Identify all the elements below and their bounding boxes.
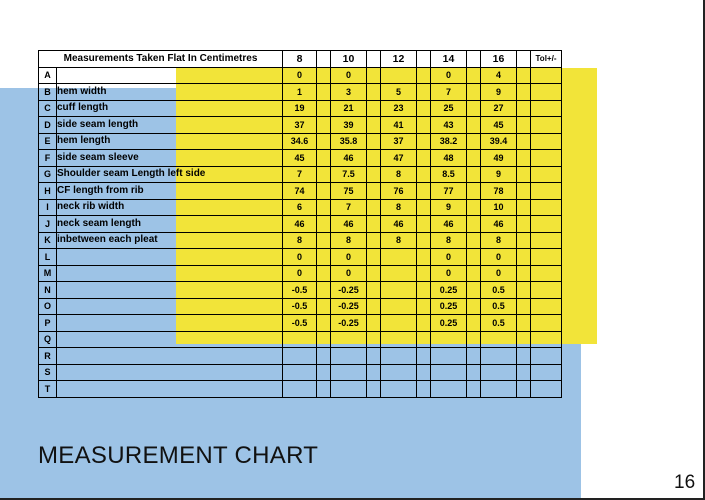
table-row xyxy=(39,298,562,315)
spacer-cell xyxy=(417,265,431,282)
size-value-cell xyxy=(331,348,367,365)
row-letter: A xyxy=(39,67,57,84)
size-value-cell xyxy=(431,331,467,348)
table-row xyxy=(39,348,562,365)
tolerance-cell xyxy=(531,381,562,398)
row-letter: L xyxy=(39,249,57,266)
size-value-cell: 0 xyxy=(431,265,467,282)
spacer-cell xyxy=(517,364,531,381)
table-row xyxy=(39,331,562,348)
tolerance-cell xyxy=(531,232,562,249)
spacer-cell xyxy=(517,232,531,249)
table-row xyxy=(39,315,562,332)
tolerance-cell xyxy=(531,199,562,216)
size-value-cell: 0 xyxy=(283,249,317,266)
spacer-cell xyxy=(417,199,431,216)
size-value-cell: -0.5 xyxy=(283,298,317,315)
size-value-cell: 0 xyxy=(431,67,467,84)
row-description xyxy=(57,381,283,398)
tolerance-cell xyxy=(531,84,562,101)
size-value-cell: 7.5 xyxy=(331,166,367,183)
row-letter: T xyxy=(39,381,57,398)
spacer-cell xyxy=(367,249,381,266)
spacer-cell xyxy=(317,67,331,84)
size-value-cell: -0.25 xyxy=(331,315,367,332)
row-description xyxy=(57,348,283,365)
tolerance-cell xyxy=(531,364,562,381)
size-value-cell: 47 xyxy=(381,150,417,167)
spacer-cell xyxy=(367,348,381,365)
tolerance-cell xyxy=(531,117,562,134)
size-value-cell: 43 xyxy=(431,117,467,134)
spacer-cell xyxy=(367,67,381,84)
spacer-cell xyxy=(367,265,381,282)
spacer-cell xyxy=(517,166,531,183)
size-value-cell xyxy=(381,282,417,299)
size-value-cell: -0.5 xyxy=(283,315,317,332)
size-value-cell: 39.4 xyxy=(481,133,517,150)
spacer-cell xyxy=(317,364,331,381)
table-row xyxy=(39,150,562,167)
size-value-cell: 0.5 xyxy=(481,282,517,299)
row-letter: F xyxy=(39,150,57,167)
spacer-cell xyxy=(417,298,431,315)
spacer-cell xyxy=(467,348,481,365)
spacer-cell xyxy=(467,133,481,150)
spacer-cell xyxy=(317,133,331,150)
spacer-cell xyxy=(367,381,381,398)
size-value-cell xyxy=(381,67,417,84)
row-letter: N xyxy=(39,282,57,299)
table-row xyxy=(39,117,562,134)
spacer-cell xyxy=(517,67,531,84)
size-value-cell xyxy=(283,381,317,398)
size-value-cell: 78 xyxy=(481,183,517,200)
row-letter: M xyxy=(39,265,57,282)
spacer-cell xyxy=(367,84,381,101)
spacer-cell xyxy=(417,183,431,200)
size-value-cell: 0.25 xyxy=(431,298,467,315)
spacer-cell xyxy=(467,265,481,282)
size-value-cell xyxy=(331,331,367,348)
spacer-cell xyxy=(417,381,431,398)
size-value-cell xyxy=(381,381,417,398)
size-value-cell: 0 xyxy=(331,249,367,266)
table-header-row xyxy=(39,51,562,68)
spacer-cell xyxy=(317,183,331,200)
size-value-cell: 4 xyxy=(481,67,517,84)
tolerance-cell xyxy=(531,216,562,233)
spacer-cell xyxy=(367,133,381,150)
table-row xyxy=(39,232,562,249)
row-description xyxy=(57,249,283,266)
spacer-cell xyxy=(467,331,481,348)
spacer-cell xyxy=(517,150,531,167)
size-value-cell xyxy=(381,249,417,266)
row-description: neck seam length xyxy=(57,216,283,233)
spacer-cell xyxy=(417,150,431,167)
spacer-cell xyxy=(417,216,431,233)
tolerance-cell xyxy=(531,133,562,150)
size-value-cell xyxy=(381,331,417,348)
row-description: cuff length xyxy=(57,100,283,117)
size-value-cell: 8 xyxy=(331,232,367,249)
size-value-cell: 0.25 xyxy=(431,282,467,299)
row-description: CF length from rib xyxy=(57,183,283,200)
row-letter: J xyxy=(39,216,57,233)
spacer-cell xyxy=(517,199,531,216)
spacer-header xyxy=(317,51,331,68)
row-letter: O xyxy=(39,298,57,315)
size-value-cell: 46 xyxy=(431,216,467,233)
size-value-cell: 19 xyxy=(283,100,317,117)
spacer-cell xyxy=(367,117,381,134)
table-row xyxy=(39,265,562,282)
spacer-header xyxy=(517,51,531,68)
size-value-cell xyxy=(481,348,517,365)
measurement-table xyxy=(38,50,562,398)
table-row xyxy=(39,381,562,398)
table-row xyxy=(39,67,562,84)
row-letter: Q xyxy=(39,331,57,348)
size-value-cell: 76 xyxy=(381,183,417,200)
tolerance-cell xyxy=(531,315,562,332)
tolerance-cell xyxy=(531,331,562,348)
table-row xyxy=(39,133,562,150)
table-row xyxy=(39,183,562,200)
tolerance-cell xyxy=(531,100,562,117)
spacer-cell xyxy=(467,150,481,167)
row-letter: S xyxy=(39,364,57,381)
table-row xyxy=(39,282,562,299)
row-description xyxy=(57,67,283,84)
spacer-cell xyxy=(417,166,431,183)
spacer-cell xyxy=(517,84,531,101)
size-value-cell: 41 xyxy=(381,117,417,134)
size-value-cell xyxy=(481,331,517,348)
spacer-cell xyxy=(417,232,431,249)
size-value-cell: 37 xyxy=(283,117,317,134)
tolerance-cell xyxy=(531,265,562,282)
size-value-cell: 0 xyxy=(431,249,467,266)
row-letter: R xyxy=(39,348,57,365)
row-letter: B xyxy=(39,84,57,101)
spacer-cell xyxy=(467,199,481,216)
spacer-cell xyxy=(317,249,331,266)
size-value-cell: 74 xyxy=(283,183,317,200)
spacer-cell xyxy=(417,364,431,381)
size-header-12: 12 xyxy=(381,51,417,68)
spacer-cell xyxy=(367,331,381,348)
spacer-cell xyxy=(317,381,331,398)
spacer-cell xyxy=(317,298,331,315)
tolerance-cell xyxy=(531,166,562,183)
row-letter: K xyxy=(39,232,57,249)
size-value-cell: 37 xyxy=(381,133,417,150)
page-number: 16 xyxy=(674,472,696,493)
size-value-cell: 45 xyxy=(481,117,517,134)
spacer-cell xyxy=(317,84,331,101)
size-value-cell: 75 xyxy=(331,183,367,200)
size-value-cell xyxy=(283,364,317,381)
size-value-cell: 0 xyxy=(481,265,517,282)
size-value-cell: 8 xyxy=(481,232,517,249)
spacer-cell xyxy=(517,216,531,233)
spacer-cell xyxy=(417,249,431,266)
size-value-cell: 9 xyxy=(431,199,467,216)
size-value-cell: 8 xyxy=(283,232,317,249)
spacer-cell xyxy=(467,67,481,84)
spacer-cell xyxy=(317,150,331,167)
row-letter: G xyxy=(39,166,57,183)
size-value-cell: 0 xyxy=(481,249,517,266)
spacer-cell xyxy=(317,282,331,299)
spacer-cell xyxy=(317,331,331,348)
row-description: hem width xyxy=(57,84,283,101)
spacer-cell xyxy=(517,381,531,398)
row-description: side seam sleeve xyxy=(57,150,283,167)
tolerance-header: Tol+/- xyxy=(531,51,562,68)
row-letter: P xyxy=(39,315,57,332)
tolerance-cell xyxy=(531,183,562,200)
spacer-cell xyxy=(417,282,431,299)
size-value-cell: 77 xyxy=(431,183,467,200)
size-value-cell: 38.2 xyxy=(431,133,467,150)
row-description: Shoulder seam Length left side xyxy=(57,166,283,183)
spacer-cell xyxy=(467,100,481,117)
spacer-cell xyxy=(367,216,381,233)
spacer-cell xyxy=(467,216,481,233)
row-description xyxy=(57,298,283,315)
table-row xyxy=(39,364,562,381)
row-description xyxy=(57,331,283,348)
size-value-cell: 8.5 xyxy=(431,166,467,183)
spacer-cell xyxy=(367,364,381,381)
size-header-14: 14 xyxy=(431,51,467,68)
size-value-cell xyxy=(481,364,517,381)
table-row xyxy=(39,100,562,117)
spacer-cell xyxy=(467,117,481,134)
size-value-cell: -0.25 xyxy=(331,282,367,299)
spacer-cell xyxy=(367,232,381,249)
table-body xyxy=(39,67,562,397)
size-value-cell: 23 xyxy=(381,100,417,117)
spacer-cell xyxy=(417,84,431,101)
spacer-cell xyxy=(317,100,331,117)
spacer-cell xyxy=(317,216,331,233)
spacer-cell xyxy=(367,166,381,183)
size-value-cell xyxy=(283,331,317,348)
spacer-cell xyxy=(517,183,531,200)
row-description: side seam length xyxy=(57,117,283,134)
spacer-cell xyxy=(367,150,381,167)
page-title: MEASUREMENT CHART xyxy=(38,442,319,469)
spacer-header xyxy=(417,51,431,68)
spacer-cell xyxy=(367,315,381,332)
size-value-cell: 3 xyxy=(331,84,367,101)
row-letter: C xyxy=(39,100,57,117)
spacer-cell xyxy=(367,298,381,315)
row-letter: H xyxy=(39,183,57,200)
size-value-cell: 46 xyxy=(283,216,317,233)
size-value-cell xyxy=(381,348,417,365)
spacer-cell xyxy=(517,265,531,282)
size-value-cell: 8 xyxy=(381,199,417,216)
size-value-cell: 1 xyxy=(283,84,317,101)
row-description xyxy=(57,282,283,299)
row-description: neck rib width xyxy=(57,199,283,216)
table-row xyxy=(39,249,562,266)
spacer-cell xyxy=(467,232,481,249)
size-value-cell: 39 xyxy=(331,117,367,134)
spacer-cell xyxy=(417,117,431,134)
spacer-cell xyxy=(467,282,481,299)
spacer-cell xyxy=(467,84,481,101)
spacer-cell xyxy=(517,249,531,266)
tolerance-cell xyxy=(531,150,562,167)
size-value-cell: 46 xyxy=(381,216,417,233)
spacer-cell xyxy=(417,348,431,365)
spacer-header xyxy=(367,51,381,68)
size-value-cell: 48 xyxy=(431,150,467,167)
size-value-cell: 7 xyxy=(283,166,317,183)
spacer-cell xyxy=(317,315,331,332)
size-value-cell: 21 xyxy=(331,100,367,117)
size-value-cell: 27 xyxy=(481,100,517,117)
size-value-cell: 34.6 xyxy=(283,133,317,150)
size-value-cell: 8 xyxy=(381,166,417,183)
size-value-cell xyxy=(283,348,317,365)
table-title: Measurements Taken Flat In Centimetres xyxy=(39,51,283,68)
size-value-cell xyxy=(431,364,467,381)
row-description xyxy=(57,265,283,282)
spacer-cell xyxy=(517,282,531,299)
row-letter: D xyxy=(39,117,57,134)
spacer-cell xyxy=(417,100,431,117)
size-value-cell: 45 xyxy=(283,150,317,167)
spacer-cell xyxy=(517,100,531,117)
spacer-header xyxy=(467,51,481,68)
tolerance-cell xyxy=(531,348,562,365)
size-value-cell: 7 xyxy=(331,199,367,216)
size-value-cell: 10 xyxy=(481,199,517,216)
size-value-cell: 6 xyxy=(283,199,317,216)
tolerance-cell xyxy=(531,298,562,315)
spacer-cell xyxy=(417,315,431,332)
size-value-cell: 0 xyxy=(331,265,367,282)
size-value-cell: 25 xyxy=(431,100,467,117)
size-value-cell: 5 xyxy=(381,84,417,101)
size-value-cell xyxy=(331,364,367,381)
table-row xyxy=(39,199,562,216)
spacer-cell xyxy=(467,315,481,332)
spacer-cell xyxy=(417,331,431,348)
size-value-cell: 46 xyxy=(331,216,367,233)
spacer-cell xyxy=(317,166,331,183)
spacer-cell xyxy=(317,265,331,282)
size-value-cell: 0.5 xyxy=(481,298,517,315)
size-value-cell: 49 xyxy=(481,150,517,167)
row-description: hem length xyxy=(57,133,283,150)
size-header-16: 16 xyxy=(481,51,517,68)
spacer-cell xyxy=(417,133,431,150)
spacer-cell xyxy=(467,298,481,315)
size-value-cell: 0 xyxy=(331,67,367,84)
size-value-cell: 0 xyxy=(283,265,317,282)
spacer-cell xyxy=(467,249,481,266)
spacer-cell xyxy=(467,166,481,183)
spacer-cell xyxy=(517,331,531,348)
spacer-cell xyxy=(317,232,331,249)
spacer-cell xyxy=(317,117,331,134)
size-value-cell xyxy=(481,381,517,398)
size-value-cell xyxy=(381,315,417,332)
size-value-cell: 9 xyxy=(481,84,517,101)
spacer-cell xyxy=(517,348,531,365)
size-value-cell: 7 xyxy=(431,84,467,101)
row-description: inbetween each pleat xyxy=(57,232,283,249)
size-value-cell xyxy=(381,265,417,282)
size-value-cell: 0 xyxy=(283,67,317,84)
row-letter: E xyxy=(39,133,57,150)
spacer-cell xyxy=(417,67,431,84)
spacer-cell xyxy=(467,183,481,200)
table-row xyxy=(39,84,562,101)
row-letter: I xyxy=(39,199,57,216)
size-value-cell xyxy=(331,381,367,398)
spacer-cell xyxy=(517,315,531,332)
size-value-cell: -0.5 xyxy=(283,282,317,299)
spacer-cell xyxy=(517,298,531,315)
spacer-cell xyxy=(317,199,331,216)
row-description xyxy=(57,315,283,332)
spacer-cell xyxy=(367,282,381,299)
size-value-cell: 0.25 xyxy=(431,315,467,332)
tolerance-cell xyxy=(531,282,562,299)
size-value-cell: 8 xyxy=(381,232,417,249)
size-value-cell: -0.25 xyxy=(331,298,367,315)
spacer-cell xyxy=(517,133,531,150)
size-value-cell xyxy=(381,298,417,315)
spacer-cell xyxy=(367,100,381,117)
table-row xyxy=(39,166,562,183)
tolerance-cell xyxy=(531,67,562,84)
size-header-10: 10 xyxy=(331,51,367,68)
spacer-cell xyxy=(317,348,331,365)
spacer-cell xyxy=(467,381,481,398)
spacer-cell xyxy=(467,364,481,381)
size-value-cell: 8 xyxy=(431,232,467,249)
size-value-cell: 46 xyxy=(331,150,367,167)
size-value-cell: 0.5 xyxy=(481,315,517,332)
size-value-cell: 46 xyxy=(481,216,517,233)
spacer-cell xyxy=(517,117,531,134)
size-value-cell xyxy=(431,381,467,398)
spacer-cell xyxy=(367,183,381,200)
size-value-cell xyxy=(381,364,417,381)
tolerance-cell xyxy=(531,249,562,266)
table-row xyxy=(39,216,562,233)
size-value-cell: 35.8 xyxy=(331,133,367,150)
size-header-8: 8 xyxy=(283,51,317,68)
spacer-cell xyxy=(367,199,381,216)
size-value-cell xyxy=(431,348,467,365)
row-description xyxy=(57,364,283,381)
size-value-cell: 9 xyxy=(481,166,517,183)
